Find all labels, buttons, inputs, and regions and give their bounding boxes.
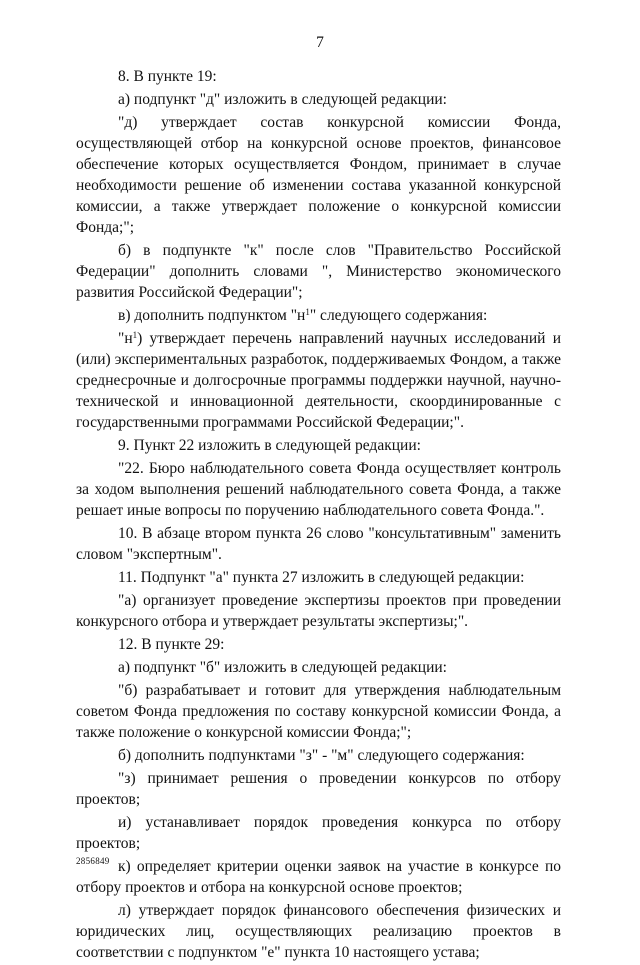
paragraph-item-11: 11. Подпункт "а" пункта 27 изложить в следующей редакции: [118, 569, 525, 586]
paragraph-quote-a: "а) организует проведение экспертизы проектов при проведении конкурсного отбора и утверждает результаты экспертизы;". [76, 592, 561, 630]
document-body [76, 66, 561, 965]
paragraph-quote-i: и) устанавливает порядок проведения конкурса по отбору проектов; [76, 814, 561, 852]
paragraph-subitem-v: в) дополнить подпунктом "$н^1$" следующего содержания: [118, 307, 488, 324]
paragraph-item-10: 10. В абзаце втором пункта 26 слово "консультативным" заменить словом "экспертным". [76, 525, 561, 563]
paragraph-item-9: 9. Пункт 22 изложить в следующей редакции: [118, 437, 421, 454]
paragraph-quote-l: л) утверждает порядок финансового обеспечения физических и юридических лиц, осуществляющих реализацию проектов в соответствии с подпунктом "е" пункта 10 настоящего устава; [76, 902, 561, 961]
paragraph-item-8: 8. В пункте 19: [118, 68, 217, 85]
superscript-one: 1 [132, 330, 138, 340]
paragraph-item-12: 12. В пункте 29: [118, 636, 225, 653]
paragraph-subitem-b: б) в подпункте "к" после слов "Правительство Российской Федерации" дополнить словами ", Министерство экономического развития Российской Федерации"; [76, 242, 561, 301]
paragraph-quote-d: "д) утверждает состав конкурсной комиссии Фонда, осуществляющей отбор на конкурсной основе проектов, финансовое обеспечение которых осуществляется Фондом, принимает в случае необходимости решение об изменении состава указанной конкурсной комиссии, а также утверждает положение о конкурсной комиссии Фонда;"; [76, 114, 561, 236]
paragraph-quote-b: "б) разрабатывает и готовит для утверждения наблюдательным советом Фонда предложения по составу конкурсной комиссии Фонда, а также положение о конкурсной комиссии Фонда;"; [76, 682, 561, 741]
paragraph-quote-n1: "$н^1$) утверждает перечень направлений научных исследований и (или) экспериментальных разработок, поддерживаемых Фондом, а также среднесрочные и долгосрочные программы поддержки научной, научно-технической и инновационной деятельности, скоординированные с государственными программами Российской Федерации;". [76, 330, 561, 431]
page-number: 7 [316, 34, 324, 51]
paragraph-subitem-a: а) подпункт "д" изложить в следующей редакции: [118, 91, 447, 108]
paragraph-quote-22: "22. Бюро наблюдательного совета Фонда осуществляет контроль за ходом выполнения решений наблюдательного совета Фонда, а также решает иные вопросы по поручению наблюдательного совета Фонда.". [76, 460, 561, 519]
document-code: 2856849 [76, 856, 110, 866]
paragraph-subitem-a-29: а) подпункт "б" изложить в следующей редакции: [118, 659, 447, 676]
paragraph-subitem-b-29: б) дополнить подпунктами "з" - "м" следующего содержания: [118, 747, 525, 764]
paragraph-quote-z: "з) принимает решения о проведении конкурсов по отбору проектов; [76, 770, 561, 808]
paragraph-quote-k: к) определяет критерии оценки заявок на участие в конкурсе по отбору проектов и отбора на конкурсной основе проектов; [76, 858, 561, 896]
superscript-one: 1 [305, 307, 310, 317]
